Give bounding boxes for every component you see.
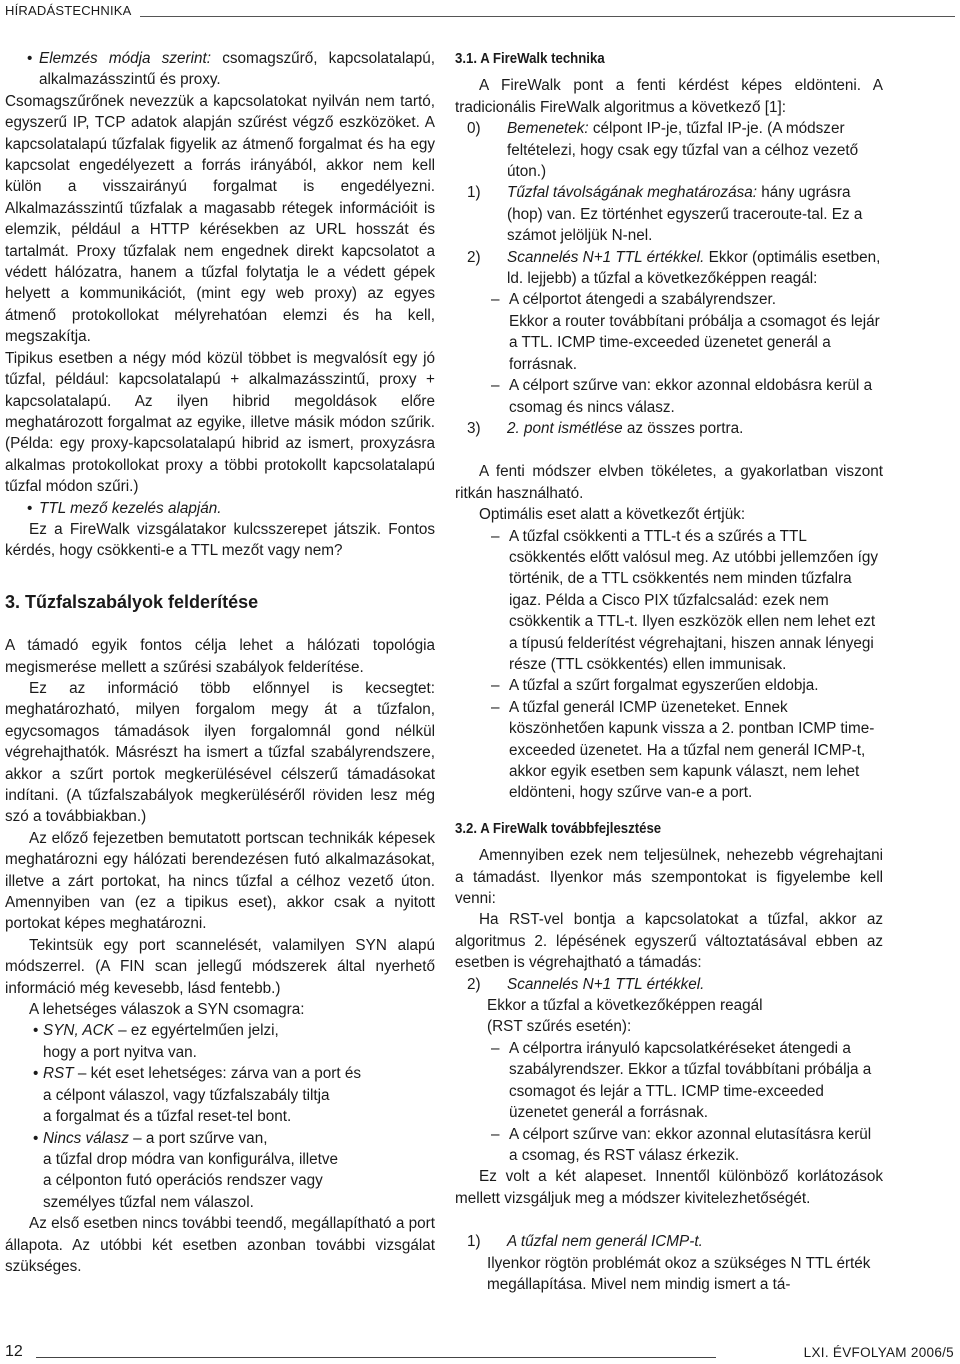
rst-reaction-line-1: Ekkor a tűzfal a következőképpen reagál (487, 997, 763, 1015)
paragraph-syn-scan: Tekintsük egy port scannelését, valamilyen SYN alapú módszerrel. (A FIN scan jellegű módszerek által nyerhető információ még kevesebb, lásd fentebb.) (5, 936, 435, 997)
dash-item-ttl: – A tűzfal csökkenti a TTL-t és a szűrés a TTL csökkentés előtt valósul meg. Az utóbbi jellemzően így történik, de a TTL csökkentés nem minden tűzfalra igaz. Példa a Cisco PIX tűzfalcsalád: ezek nem csökkentik a TTL-t. Ilyen eszközök ellen nem lehet ezt a típusú felderítést végrehajtani, hiszen annak lényegi része (TTL csökkentés) ellen immunisak. (455, 526, 883, 676)
right-column (455, 48, 883, 1295)
bullet-ttl: • TTL mező kezelés alapján. (5, 498, 435, 519)
dash-item-rst-filtered: – A célport szűrve van: ekkor azonnal elutasításra kerül a csomag, és RST válasz érkezik. (455, 1124, 883, 1167)
step-no-icmp: 1) A tűzfal nem generál ICMP-t. (467, 1233, 703, 1251)
bullet-syn-ack: • SYN, ACK – ez egyértelműen jelzi, hogy a port nyitva van. (5, 1020, 435, 1063)
bullet-no-reply: • Nincs válasz – a port szűrve van, a tűzfal drop módra van konfigurálva, illetve a célponton futó operációs rendszer vagy személyes tűzfal nem válaszol. (5, 1128, 435, 1214)
dash-item-rst-pass: – A célportra irányuló kapcsolatkéréseket átengedi a szabályrendszer. Ekkor a tűzfal továbbítani próbálja a csomagot és lejár a TTL. ICMP time-exceeded üzenetet generál a forrásnak. (455, 1038, 883, 1124)
paragraph-not-met: Amennyiben ezek nem teljesülnek, nehezebb végrehajtani a támadást. Ilyenkor más szempontokat is figyelembe kell venni: (455, 847, 883, 908)
paragraph-responses-intro: A lehetséges válaszok a SYN csomagra: (29, 1001, 305, 1019)
dash-item-pass-cont: Ekkor a router továbbítani próbálja a csomagot és lejár a TTL. ICMP time-exceeded üzenetet generál a forrásnak. (509, 312, 880, 373)
dash-item-pass: – A célportot átengedi a szabályrendszer. (455, 289, 883, 310)
bullet-rst: • RST – két eset lehetséges: zárva van a port és a célpont válaszol, vagy tűzfalszabály tiltja a forgalmat és a tűzfal reset-tel bont. (5, 1063, 435, 1127)
bullet-analysis-mode: • Elemzés módja szerint: csomagszűrő, kapcsolatalapú, alkalmazásszintű és proxy. (5, 48, 435, 91)
page-footer (0, 1340, 960, 1364)
paragraph-attacker-goal: A támadó egyik fontos célja lehet a hálózati topológia megismerése mellett a szűrési szabályok felderítése. (5, 637, 435, 676)
header-rule (140, 16, 955, 17)
left-column (5, 48, 435, 1277)
subsection-heading-3-2: 3.2. A FireWalk továbbfejlesztése (455, 819, 662, 837)
paragraph-benefits: Ez az információ több előnnyel is kecsegtet: meghatározható, milyen forgalom megy át a tűzfalon, egycsomagos támadások ilyen forgalomnál gond nélkül végrehajthatók. Másrészt ha ismert a tűzfal szabályrendszere, akkor a szűrt portok megkerülésével célszerű támadásokat indítani. (A tűzfalszabályok megkerüléséről röviden lesz még szó a továbbiakban.) (5, 679, 435, 826)
edition-label: LXI. ÉVFOLYAM 2006/5 (803, 1345, 954, 1360)
paragraph-filter-types: Csomagszűrőnek nevezzük a kapcsolatokat nyilván nem tartó, egyszerű IP, TCP adatok alapján szűrést végző eszközöket. A kapcsolatalapú tűzfalak figyelik az átmenő forgalmat és ha egy kapcsolat engedélyezett a forrás irányából, akkor nem kell külön a visszairányú forgalmat is engedélyezni. Alkalmazásszintű tűzfalak a magasabb rétegek információit is elemzik, például a HTTP kérésekben az URL hosszát és tartalmát. Proxy tűzfalak nem engednek direkt kapcsolatot a védett hálózatra, hanem a tűzfal folytatja le a védett gépek helyett a kommunikációt, (mint egy web proxy) az egyes átmenő protokollokat mélyrehatóan elemzi és ha kell, megszakítja. (5, 92, 435, 346)
dash-item-drop: – A tűzfal a szűrt forgalmat egyszerűen eldobja. (455, 675, 883, 696)
step-1: 1) Tűzfal távolságának meghatározása: hány ugrásra (hop) van. Ez történhet egyszerű traceroute-tal. Ez a számot jelöljük N-nel. (467, 184, 863, 245)
paragraph-firewalk-key: Ez a FireWalk vizsgálatakor kulcsszerepet játszik. Fontos kérdés, hogy csökkenti-e a TTL mezőt vagy nem? (5, 520, 435, 560)
footer-rule (36, 1357, 716, 1358)
step-2-rst: 2) Scannelés N+1 TTL értékkel. (467, 975, 705, 993)
dash-item-icmp: – A tűzfal generál ICMP üzeneteket. Ennek köszönhetően kapunk vissza a 2. pontban ICMP time-exceeded üzenetet. Ha a tűzfal nem generál ICMP-t, akkor egyik esetben sem kapunk választ, nem lehet eldönteni, hogy szűrve van-e a port. (455, 697, 883, 804)
paragraph-optimal-case: Optimális eset alatt a következőt értjük: (479, 506, 746, 524)
section-heading-3: 3. Tűzfalszabályok felderítése (5, 591, 259, 612)
step-0: 0) Bemenetek: célpont IP-je, tűzfal IP-je. (A módszer feltételezi, hogy csak egy tűzfal van a célhoz vezető úton.) (467, 120, 859, 181)
step-2: 2) Scannelés N+1 TTL értékkel. Ekkor (optimális esetben, ld. lejjebb) a tűzfal a következőképpen reagál: (467, 248, 881, 288)
running-header (0, 0, 960, 26)
paragraph-conclusion: Az első esetben nincs további teendő, megállapítható a port állapota. Az utóbbi két esetben azonban további vizsgálat szükséges. (5, 1215, 435, 1275)
paragraph-portscan: Az előző fejezetben bemutatott portscan technikák képesek meghatározni egy hálózati berendezésen futó alkalmazásokat, illetve a zárt portokat, ha nincs tűzfal a célhoz vezető úton. Amennyiben van (ez a tipikus eset), akkor csak a nyitott portokat képes meghatározni. (5, 829, 435, 933)
paragraph-base-cases: Ez volt a két alapeset. Innentől különböző korlátozások mellett vizsgáljuk meg a módszer kivitelezhetőségét. (455, 1168, 883, 1207)
step-3: 3) 2. pont ismétlése az összes portra. (467, 419, 744, 437)
paragraph-in-practice: A fenti módszer elvben tökéletes, a gyakorlatban viszont ritkán használható. (455, 463, 883, 502)
step-no-icmp-text: Ilyenkor rögtön problémát okoz a szükséges N TTL érték megállapítása. Mivel nem mindig ismert a tá- (487, 1254, 871, 1293)
subsection-heading-3-1: 3.1. A FireWalk technika (455, 50, 605, 67)
paragraph-firewalk-intro: A FireWalk pont a fenti kérdést képes eldönteni. A tradicionális FireWalk algoritmus a következő [1]: (455, 77, 883, 116)
page-number: 12 (5, 1343, 23, 1360)
paragraph-hybrid: Tipikus esetben a négy mód közül többet is megvalósít egy jó tűzfal, például: kapcsolatalapú + alkalmazásszintű, proxy + kapcsolatalapú. Az ilyen hibrid megoldások előre meghatározott forgalmat az egyike, illetve másik módon szűrik. (Példa: egy proxy-kapcsolatalapú hibrid az ismert, proxyzásra alkalmas protokollokat proxy a többi protokollt kapcsolatalapú tűzfal módon szűri.) (5, 349, 435, 496)
rst-reaction-line-2: (RST szűrés esetén): (487, 1018, 632, 1036)
dash-item-filtered: – A célport szűrve van: ekkor azonnal eldobásra kerül a csomag és nincs válasz. (455, 375, 883, 418)
paragraph-rst: Ha RST-vel bontja a kapcsolatokat a tűzfal, akkor az algoritmus 2. lépésének egyszerű változtatásával ebben az esetben is végrehajtható a támadás: (455, 911, 883, 972)
journal-title: HÍRADÁSTECHNIKA (5, 3, 132, 18)
